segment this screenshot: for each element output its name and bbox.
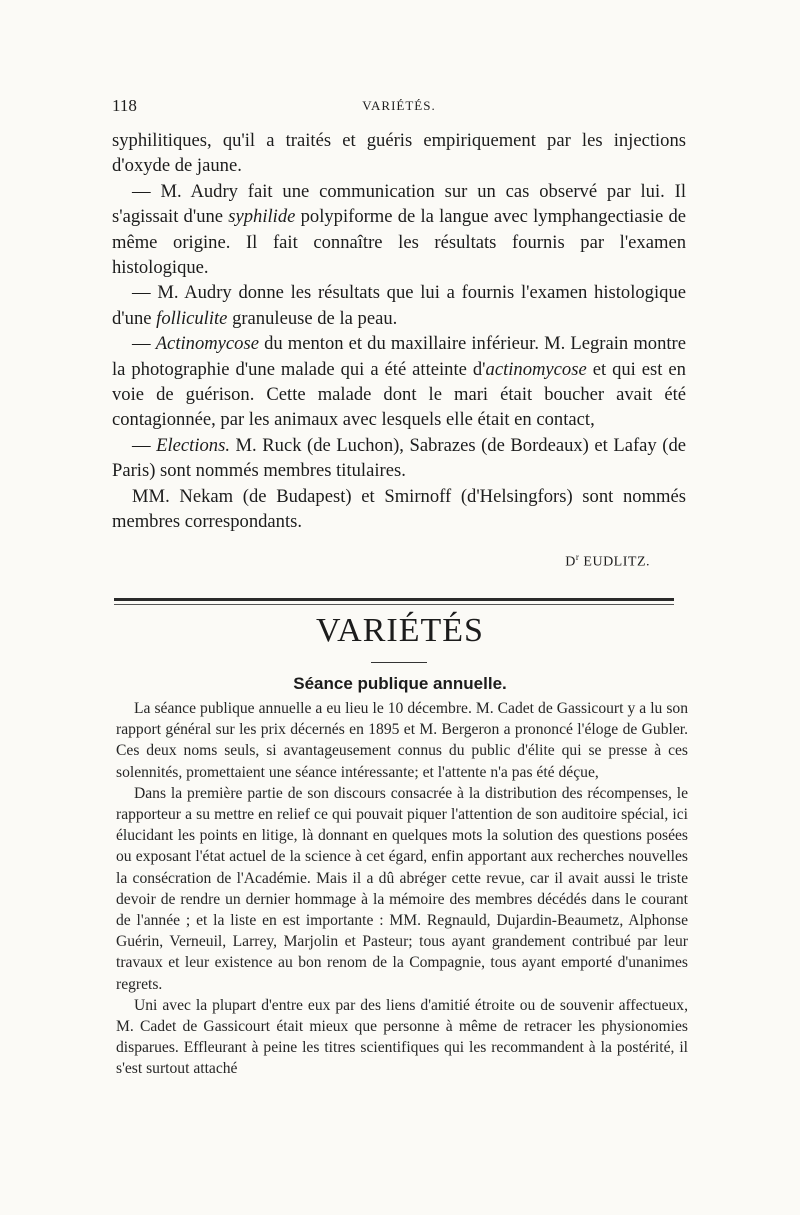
article-paragraph: Dans la première partie de son discours consacrée à la distribution des récompenses, le rapporteur a su mettre en relief ce qui pouvait piquer l'attention de son auditoire spécial, ici élucidant les points en litige, là donnant en quelques mots la solution des questions posées ou exposant l'état actuel de la science à cet égard, enfin apportant aux recherches nouvelles la consécration de l'Académie. Mais il a dû abréger cette revue, car il avait aussi le triste devoir de rendre un dernier hommage à la mémoire des membres décédés dans le courant de l'année ; et la liste en est importante : MM. Regnauld, Dujardin-Beaumetz, Alphonse Guérin, Verneuil, Larrey, Marjolin et Pasteur; tous ayant grandement contribué par leur travaux et leur existence au bon renom de la Compagnie, tous ayant emporté d'unanimes regrets. xyxy=(116,784,688,993)
report-paragraph: — Elections. M. Ruck (de Luchon), Sabrazes (de Bordeaux) et Lafay (de Paris) sont nommés membres titulaires. xyxy=(112,434,686,482)
society-report xyxy=(112,128,686,535)
report-paragraph: — M. Audry fait une communication sur un cas observé par lui. Il s'agissait d'une syphilide polypiforme de la langue avec lymphangectiasie de même origine. Il fait connaître les résultats fournis par l'examen histologique. xyxy=(112,180,686,279)
running-head xyxy=(112,96,686,120)
article-paragraph: Uni avec la plupart d'entre eux par des liens d'amitié étroite ou de souvenir affectueux, M. Cadet de Gassicourt était mieux que personne à même de retracer les physionomies disparues. Effleurant à peine les titres scientifiques qui les recommandent à la postérité, il s'est surtout attaché xyxy=(116,996,688,1078)
title-underline xyxy=(371,662,427,663)
section-divider xyxy=(114,598,674,601)
article-title: Séance publique annuelle. xyxy=(293,674,507,693)
report-paragraph: — M. Audry donne les résultats que lui a fournis l'examen histologique d'une folliculite granuleuse de la peau. xyxy=(112,282,686,329)
signature: $D^r$ EUDLITZ. xyxy=(565,552,650,570)
running-title: VARIÉTÉS. xyxy=(362,98,436,113)
report-paragraph: — Actinomycose du menton et du maxillaire inférieur. M. Legrain montre la photographie d'une malade qui a été atteinte d'actinomycose et qui est en voie de guérison. Cette malade dont le mari était boucher avait été contagionnée, par les animaux avec lesquels elle était en contact, xyxy=(112,333,686,431)
section-divider-thin xyxy=(114,604,674,605)
report-paragraph: MM. Nekam (de Budapest) et Smirnoff (d'Helsingfors) sont nommés membres correspondants. xyxy=(112,485,686,533)
article-paragraph: La séance publique annuelle a eu lieu le 10 décembre. M. Cadet de Gassicourt y a lu son rapport général sur les prix décernés en 1895 et M. Bergeron a prononcé l'éloge de Gubler. Ces deux noms seuls, si avantageusement connus du public d'élite qui se presse à ces solennités, promettaient une séance intéressante; et l'attente n'a pas été déçue, xyxy=(116,700,688,781)
article-body xyxy=(116,698,688,1080)
page-number: 118 xyxy=(112,96,137,115)
section-title: VARIÉTÉS xyxy=(316,612,484,649)
report-paragraph: syphilitiques, qu'il a traités et guéris empiriquement par les injections d'oxyde de jaune. xyxy=(112,130,686,177)
